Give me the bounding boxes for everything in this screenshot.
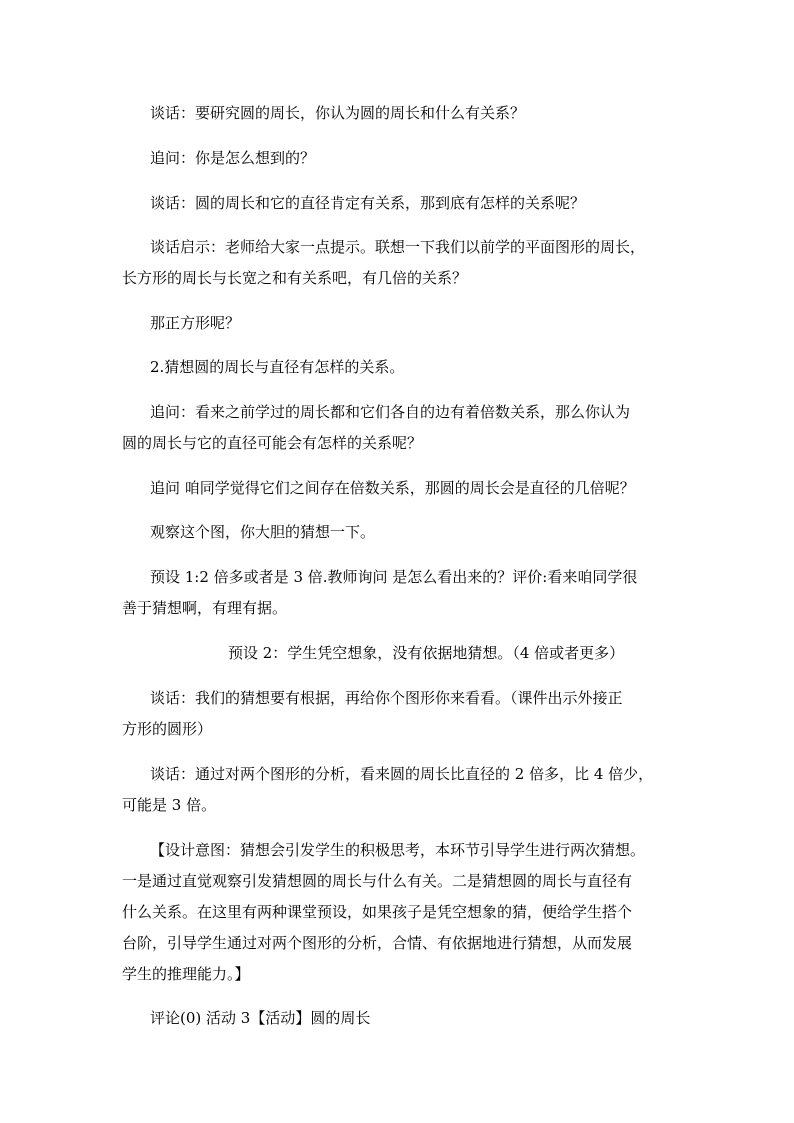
design-note-line: 【设计意图：猜想会引发学生的积极思考，本环节引导学生进行两次猜想。	[150, 841, 646, 859]
design-note-line: 什么关系。在这里有两种课堂预设，如果孩子是凭空想象的猜，便给学生搭个	[122, 903, 633, 921]
paragraph-line: 谈话：通过对两个图形的分析，看来圆的周长比直径的 2 倍多，比 4 倍少，	[150, 765, 654, 783]
paragraph-line: 长方形的周长与长宽之和有关系吧，有几倍的关系？	[122, 269, 468, 287]
paragraph-line: 可能是 3 倍。	[122, 796, 217, 814]
design-note-line: 学生的推理能力。】	[122, 965, 250, 983]
paragraph-line: 观察这个图，你大胆的猜想一下。	[150, 523, 376, 541]
paragraph-line: 圆的周长与它的直径可能会有怎样的关系呢？	[122, 434, 423, 452]
paragraph-line: 追问：你是怎么想到的？	[150, 149, 316, 167]
paragraph-line: 预设 1:2 倍多或者是 3 倍.教师询问 是怎么看出来的？评价:看来咱同学很	[150, 568, 638, 586]
section-heading: 2.猜想圆的周长与直径有怎样的关系。	[150, 358, 405, 376]
activity-heading: 评论(0) 活动 3【活动】圆的周长	[150, 1009, 371, 1027]
design-note-line: 台阶，引导学生通过对两个图形的分析，合情、有依据地进行猜想，从而发展	[122, 934, 633, 952]
design-note-line: 一是通过直觉观察引发猜想圆的周长与什么有关。二是猜想圆的周长与直径有	[122, 872, 633, 890]
paragraph-line: 追问 咱同学觉得它们之间存在倍数关系，那圆的周长会是直径的几倍呢？	[150, 479, 635, 497]
paragraph-line: 方形的圆形）	[122, 720, 213, 738]
paragraph-line: 谈话：我们的猜想要有根据，再给你个图形你来看看。（课件出示外接正	[150, 689, 623, 707]
paragraph-line: 那正方形呢？	[150, 314, 241, 332]
paragraph-line: 预设 2：学生凭空想象，没有依据地猜想。（4 倍或者更多）	[228, 644, 625, 662]
paragraph-line: 善于猜想啊，有理有据。	[122, 599, 288, 617]
paragraph-line: 谈话：要研究圆的周长，你认为圆的周长和什么有关系？	[150, 104, 526, 122]
paragraph-line: 谈话启示：老师给大家一点提示。联想一下我们以前学的平面图形的周长，	[150, 238, 646, 256]
paragraph-line: 追问：看来之前学过的周长都和它们各自的边有着倍数关系，那么你认为	[150, 403, 631, 421]
paragraph-line: 谈话：圆的周长和它的直径肯定有关系，那到底有怎样的关系呢？	[150, 194, 586, 212]
